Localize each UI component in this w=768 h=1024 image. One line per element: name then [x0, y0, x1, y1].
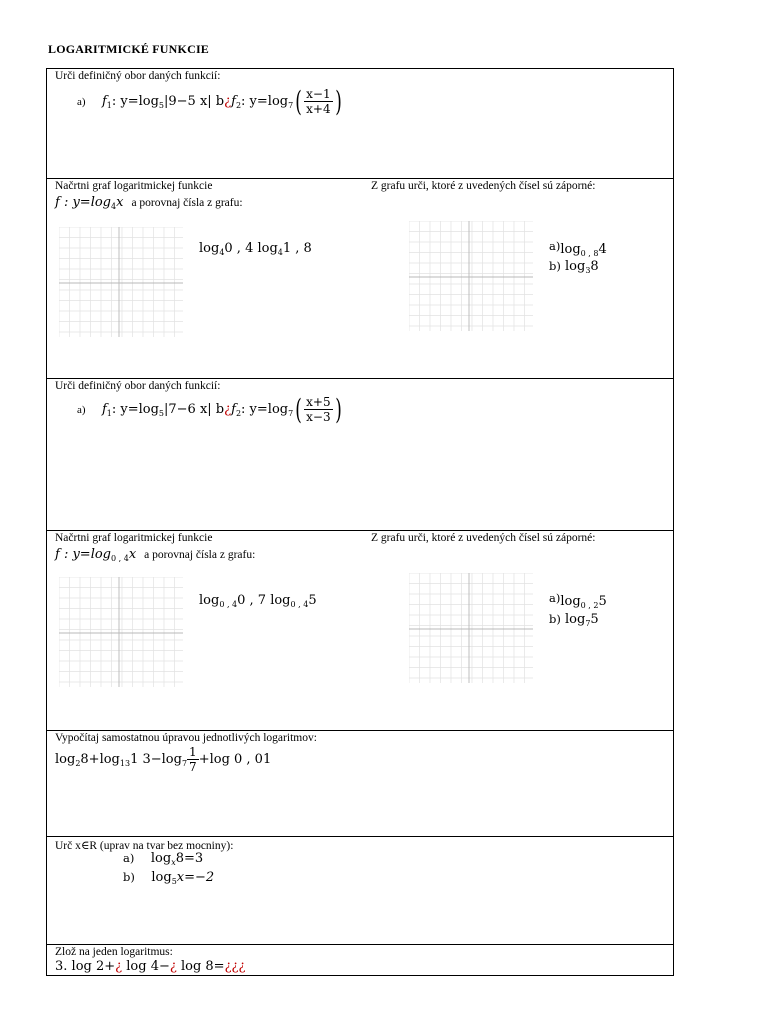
denominator: 7: [189, 760, 197, 774]
combine-expression: [55, 959, 246, 974]
fraction: [304, 87, 332, 116]
item-label: b): [549, 612, 561, 626]
item-label: a): [549, 591, 561, 605]
sub: 2: [235, 101, 242, 110]
item-label: a): [549, 239, 561, 253]
section-heading: Urči definičný obor daných funkcií:: [55, 70, 221, 82]
negative-item-a: [549, 239, 607, 257]
denominator: x−3: [306, 410, 331, 424]
sub: 7: [288, 409, 294, 418]
page-title: LOGARITMICKÉ FUNKCIE: [48, 42, 210, 56]
item-label: a): [123, 851, 135, 865]
negative-item-a: [549, 591, 607, 609]
item-label: a): [77, 96, 86, 108]
expr-text: log: [565, 259, 586, 274]
expr-text: : y=log: [241, 94, 289, 109]
expr-text: 1 , 8: [282, 241, 312, 256]
expr-text: log: [565, 612, 586, 627]
function-line: [55, 193, 243, 211]
section-heading: Načrtni graf logaritmickej funkcie: [55, 180, 213, 192]
coordinate-grid: [409, 573, 533, 683]
compute-expression: [55, 745, 271, 774]
paren-right: ): [334, 84, 342, 118]
section-domain-2: [47, 379, 673, 531]
expr-text: : y=log: [241, 402, 289, 417]
expr-text: 4: [598, 242, 607, 257]
sub: 4: [219, 248, 225, 257]
broken-char: ¿: [169, 959, 177, 974]
expr-text: 0 , 7 log: [237, 593, 291, 608]
section-heading: Urči definičný obor daných funkcií:: [55, 380, 221, 392]
expr-text: log: [560, 242, 581, 257]
numerator: 1: [189, 745, 197, 759]
expr-text: 8: [590, 259, 599, 274]
sub: 1: [106, 409, 112, 418]
sub: x: [171, 858, 176, 867]
worksheet-table: [46, 68, 674, 976]
expr-text: log 8=: [176, 959, 225, 974]
func-name: f: [101, 402, 107, 417]
expr-text: log: [150, 851, 172, 866]
compare-expression: [199, 241, 312, 256]
section-heading: Načrtni graf logaritmickej funkcie: [55, 532, 213, 544]
negative-item-b: [549, 259, 599, 274]
sub: 0 , 4: [111, 554, 129, 563]
equation-b: [123, 870, 214, 885]
paren-left: (: [295, 84, 302, 118]
expr-text: 5: [598, 594, 607, 609]
expr-text: |7−6 x| b: [164, 402, 225, 417]
sub: 5: [171, 877, 177, 886]
right-heading: Z grafu urči, ktoré z uvedených čísel sú záporné:: [371, 532, 596, 544]
section-graph-1: [47, 179, 673, 379]
section-combine: [47, 945, 673, 976]
coordinate-grid: [409, 221, 533, 331]
section-graph-2: [47, 531, 673, 731]
sub: 5: [158, 101, 165, 110]
func-name: f: [231, 402, 236, 417]
compare-text: a porovnaj čísla z grafu:: [131, 197, 243, 209]
expr-text: x=−2: [176, 870, 215, 885]
broken-char: ¿¿¿: [224, 959, 246, 974]
expr-text: log: [560, 594, 581, 609]
equation-a: [123, 851, 203, 866]
sub: 1: [106, 101, 112, 110]
broken-char: ¿: [115, 959, 123, 974]
sub: 4: [277, 248, 283, 257]
expr-text: +log 0 , 01: [198, 752, 272, 767]
expr-text: 8=3: [175, 851, 204, 866]
numerator: x+5: [306, 395, 331, 409]
expr-text: |9−5 x| b: [164, 94, 225, 109]
denominator: x+4: [306, 102, 331, 116]
expr-text: log: [199, 241, 220, 256]
expr-text: 1 3−log: [130, 752, 182, 767]
expr-text: x: [128, 547, 137, 562]
expr-text: 0 , 4 log: [224, 241, 278, 256]
section-solve-x: [47, 837, 673, 945]
broken-char: ¿: [224, 402, 232, 417]
sub: 4: [111, 202, 117, 211]
coordinate-grid: [59, 227, 183, 337]
expr-text: f : y=log: [55, 547, 111, 562]
fraction: [304, 395, 332, 424]
paren-left: (: [295, 392, 302, 426]
sub: 7: [288, 101, 294, 110]
sub: 2: [235, 409, 242, 418]
task-expression: [77, 392, 344, 426]
sub: 3: [585, 266, 591, 275]
expr-text: 5: [590, 612, 599, 627]
section-heading: Zlož na jeden logaritmus:: [55, 946, 173, 958]
right-heading: Z grafu urči, ktoré z uvedených čísel sú záporné:: [371, 180, 596, 192]
section-heading: Vypočítaj samostatnou úpravou jednotlivých logaritmov:: [55, 732, 317, 744]
expr-text: log: [151, 870, 172, 885]
item-label: a): [77, 404, 86, 416]
compare-expression: [199, 593, 317, 608]
compare-text: a porovnaj čísla z grafu:: [144, 549, 256, 561]
sub: 2: [75, 759, 81, 768]
task-expression: [77, 84, 344, 118]
negative-item-b: [549, 612, 599, 627]
expr-text: : y=log: [111, 402, 159, 417]
fraction: [187, 745, 199, 774]
item-label: b): [549, 259, 561, 273]
broken-char: ¿: [224, 94, 232, 109]
sub: 0 , 2: [580, 601, 599, 610]
sub: 0 , 4: [219, 600, 238, 609]
sub: 7: [585, 619, 591, 628]
section-heading: Urč x∈R (uprav na tvar bez mocniny):: [55, 840, 234, 852]
expr-text: log: [199, 593, 220, 608]
section-compute: [47, 731, 673, 837]
expr-text: log 4−: [122, 959, 170, 974]
section-domain-1: [47, 69, 673, 179]
expr-text: 5: [308, 593, 317, 608]
sub: 0 , 8: [580, 249, 599, 258]
func-name: f: [101, 94, 107, 109]
expr-text: f : y=log: [55, 195, 111, 210]
sub: 5: [158, 409, 165, 418]
sub: 0 , 4: [290, 600, 309, 609]
expr-text: log: [55, 752, 76, 767]
numerator: x−1: [306, 87, 331, 101]
expr-text: 3. log 2+: [55, 959, 116, 974]
sub: 7: [181, 759, 188, 768]
func-name: f: [231, 94, 236, 109]
item-label: b): [123, 870, 135, 884]
expr-text: 8+log: [80, 752, 120, 767]
expr-text: : y=log: [111, 94, 159, 109]
sub: 13: [119, 759, 131, 768]
function-line: [55, 545, 255, 563]
paren-right: ): [334, 392, 342, 426]
coordinate-grid: [59, 577, 183, 687]
expr-text: x: [116, 195, 124, 210]
